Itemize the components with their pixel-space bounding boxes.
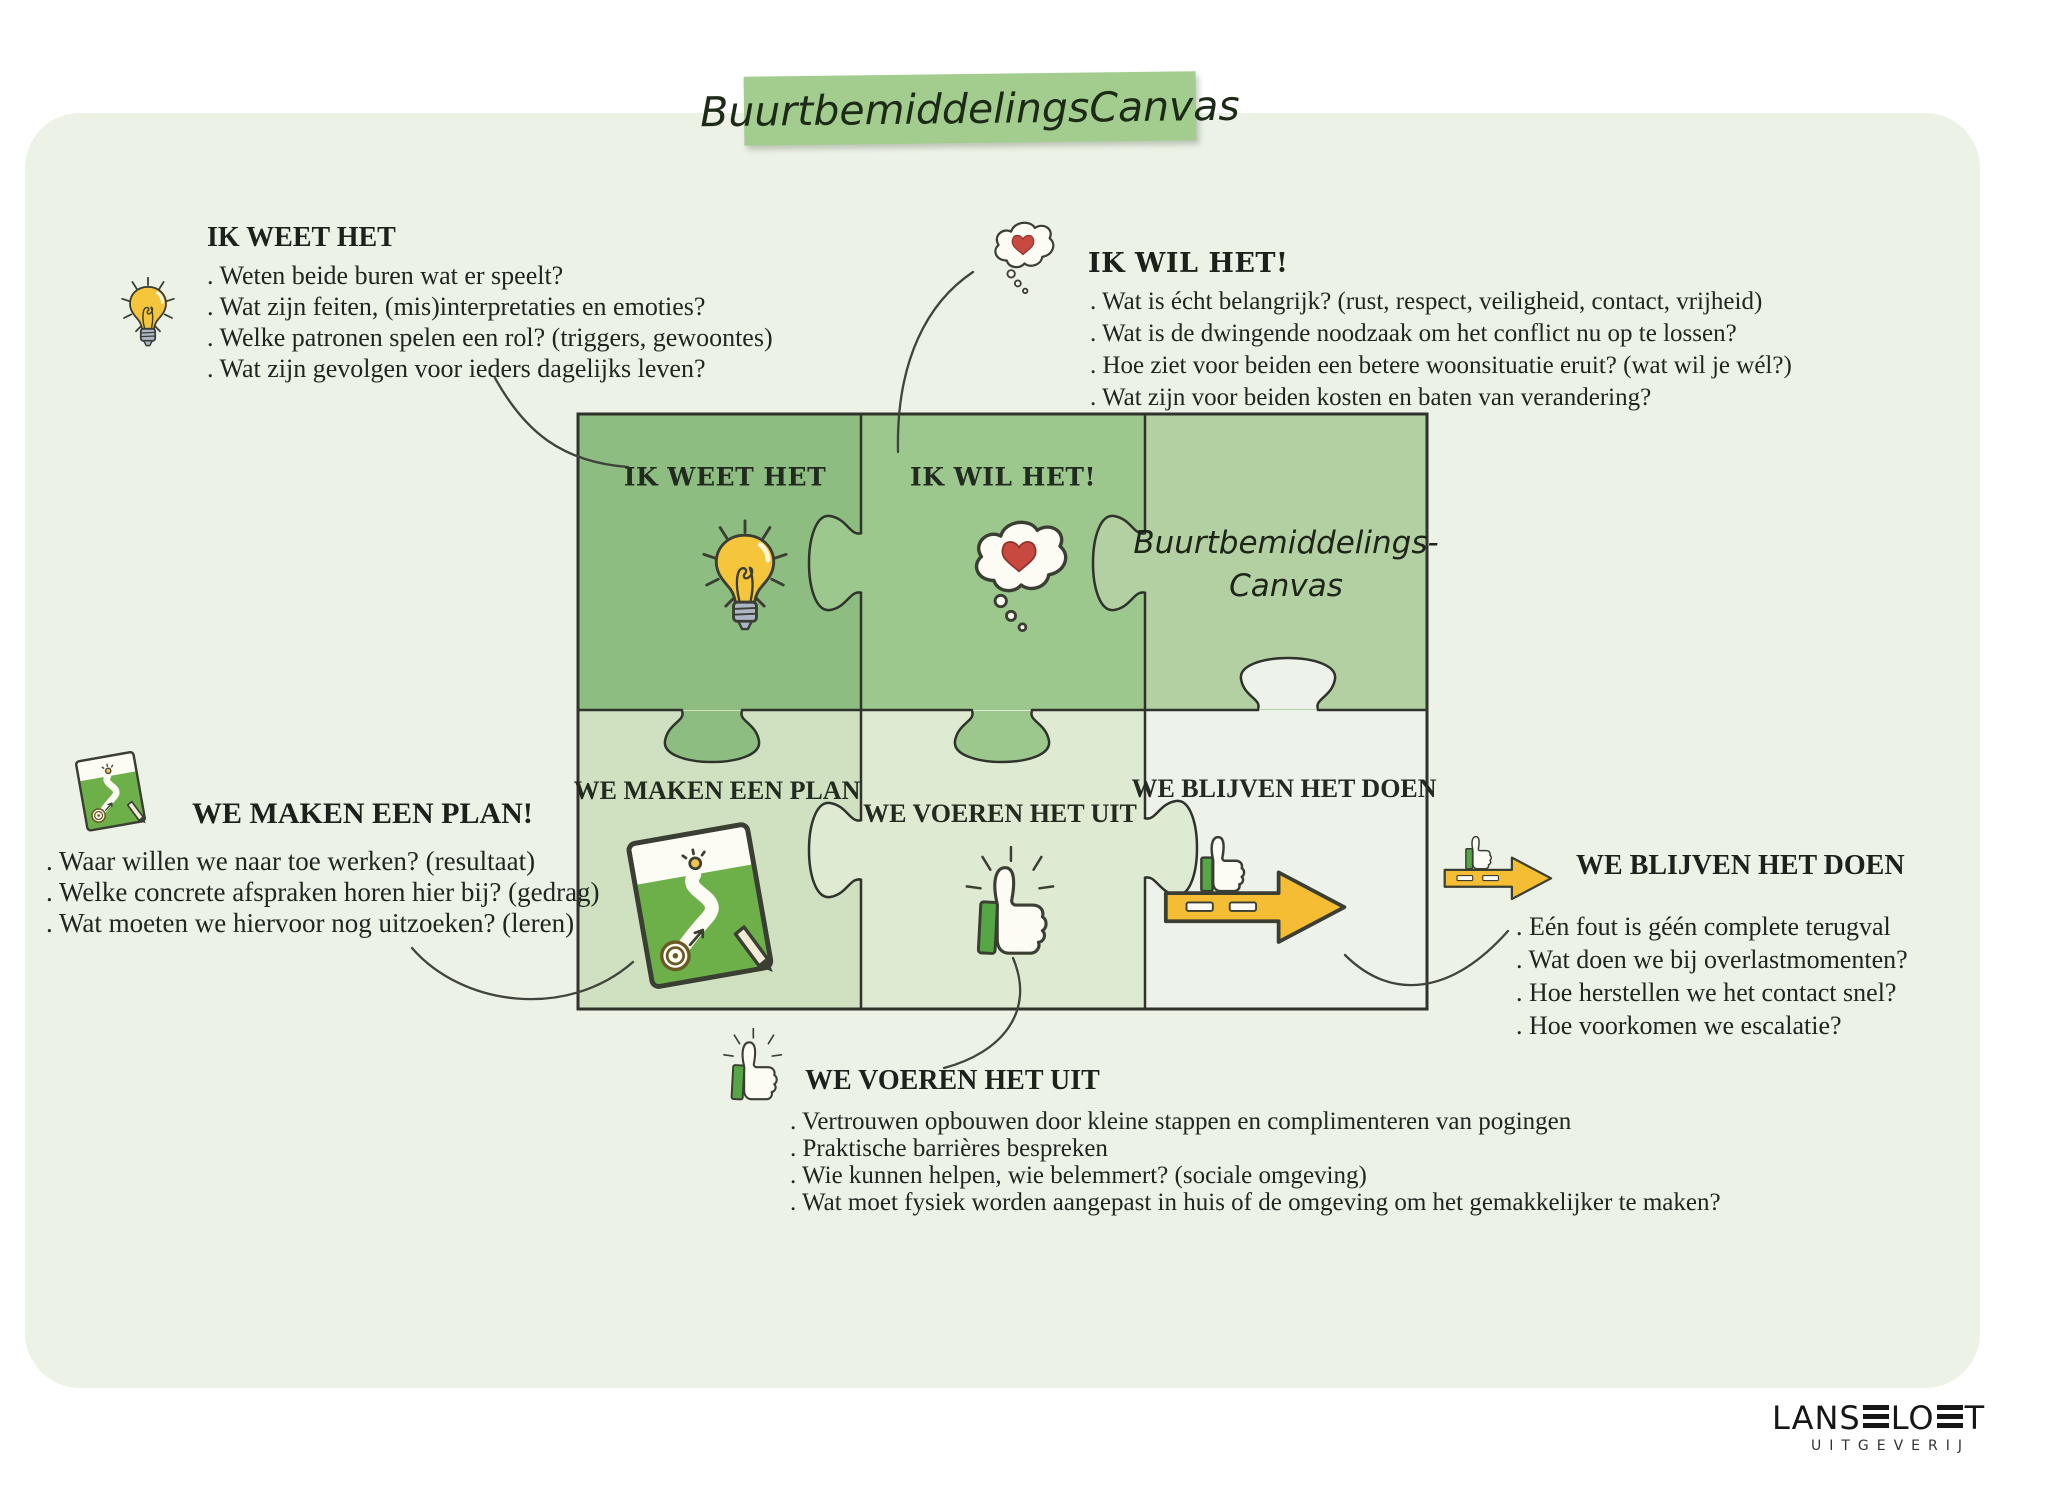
bullet-line: . Wat is de dwingende noodzaak om het conflict nu op te lossen? [1090,320,1737,347]
logo-e-bars-icon [1863,1405,1889,1428]
annotation-heading-we-voeren-het-uit: WE VOEREN HET UIT [805,1065,1100,1096]
bullet-line: . Wat moet fysiek worden aangepast in huis of de omgeving om het gemakkelijker te maken? [790,1189,1721,1216]
puzzle-label-ik-wil-het: IK WIL HET! [910,462,1096,492]
puzzle-label-ik-weet-het: IK WEET HET [623,462,827,492]
annotation-bullets-ik-wil-het [1090,286,1792,414]
puzzle-label-we-blijven-het-doen: WE BLIJVEN HET DOEN [1131,774,1437,803]
logo-subtitle: UITGEVERIJ [1810,1438,1970,1454]
thumbs-up-icon-small [724,1029,782,1100]
annotation-heading-we-blijven-het-doen: WE BLIJVEN HET DOEN [1576,850,1905,881]
page-title: BuurtbemiddelingsCanvas [699,81,1241,136]
bullet-line: . Wat zijn feiten, (mis)interpretaties en emoties? [207,292,706,321]
annotation-heading-ik-weet-het: IK WEET HET [207,222,396,253]
bullet-line: . Wat doen we bij overlastmomenten? [1516,945,1908,974]
logo-wordmark [1772,1399,1986,1437]
bullet-line: . Wie kunnen helpen, wie belemmert? (sociale omgeving) [790,1162,1367,1189]
annotation-bullets-ik-weet-het [207,260,773,384]
bullet-line: . Weten beide buren wat er speelt? [207,261,564,290]
annotation-heading-we-maken-een-plan: WE MAKEN EEN PLAN! [192,797,533,830]
bullet-line: . Vertrouwen opbouwen door kleine stappen en complimenteren van pogingen [790,1108,1572,1135]
annotation-bullets-we-maken-een-plan [46,846,600,939]
thumbs-up-arrow-icon-small [1445,837,1551,899]
bullet-line: . Waar willen we naar toe werken? (resultaat) [46,846,536,876]
puzzle-label-canvas-line1: Buurtbemiddelings- [1133,525,1439,561]
bullet-line: . Hoe herstellen we het contact snel? [1516,978,1897,1007]
bullet-line: . Welke patronen spelen een rol? (triggers, gewoontes) [207,323,773,352]
bullet-line: . Wat zijn gevolgen voor ieders dagelijks leven? [207,354,706,383]
bullet-line: . Wat zijn voor beiden kosten en baten van verandering? [1090,384,1652,411]
map-plan-icon [628,824,773,993]
bullet-line: . Praktische barrières bespreken [790,1135,1108,1162]
annotation-bullets-we-blijven-het-doen [1516,910,1908,1042]
logo-text-part1: LANS [1772,1399,1861,1437]
publisher-logo [1772,1399,1986,1454]
bullet-line: . Hoe voorkomen we escalatie? [1516,1011,1842,1040]
puzzle-label-we-maken-een-plan: WE MAKEN EEN PLAN [573,776,861,805]
map-plan-icon-small [76,752,146,834]
logo-text-part2: LO [1890,1399,1935,1437]
bullet-line: . Hoe ziet voor beiden een betere woonsituatie eruit? (wat wil je wél?) [1090,352,1792,379]
puzzle-label-we-voeren-het-uit: WE VOEREN HET UIT [863,799,1137,828]
logo-e-bars-icon [1937,1405,1963,1428]
thought-bubble-heart-icon-small [995,223,1053,293]
bullet-line: . Wat moeten we hiervoor nog uitzoeken? (leren) [46,908,575,938]
logo-text-part3: T [1964,1399,1986,1437]
lightbulb-icon-small [122,278,174,346]
annotation-heading-ik-wil-het: IK WIL HET! [1088,248,1289,279]
puzzle-label-canvas-line2: Canvas [1229,568,1343,604]
bullet-line: . Eén fout is géén complete terugval [1516,912,1891,941]
annotation-bullets-we-voeren-het-uit [790,1108,1721,1216]
bullet-line: . Welke concrete afspraken horen hier bij? (gedrag) [46,877,600,907]
bullet-line: . Wat is écht belangrijk? (rust, respect, veiligheid, contact, vrijheid) [1090,288,1763,315]
